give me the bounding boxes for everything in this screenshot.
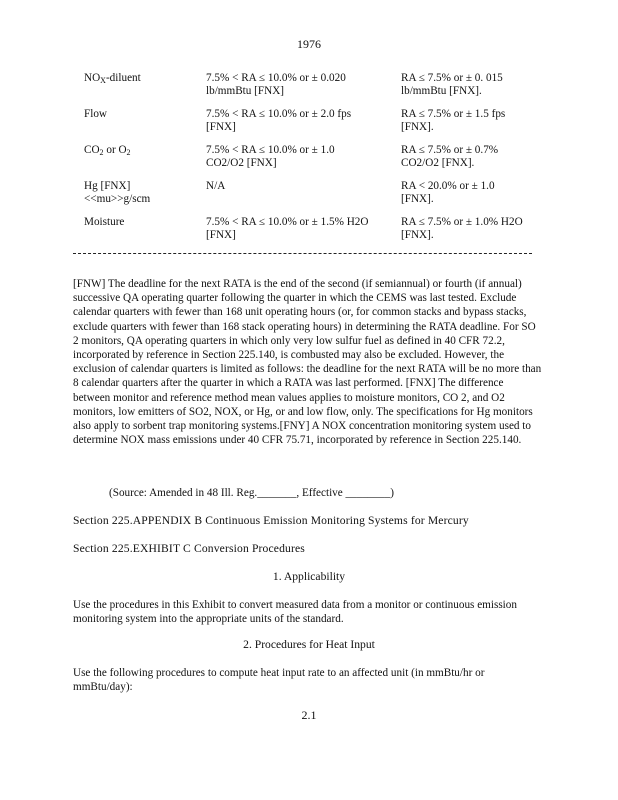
footnote-paragraph: [FNW] The deadline for the next RATA is the end of the second (if semiannual) or fourth (if annual) successive QA operating quarter following the quarter in which the CEMS was last tested. Exclude calendar quarters with fewer than 168 unit operating hours (or, for common stacks and bypass stacks, exclude quarters with fewer than 168 stack operating hours) in determining the RATA deadline. For SO 2 monitors, QA operating quarters in which only very low sulfur fuel as defined in 40 CFR 72.2, incorporated by reference in Section 225.140, is combusted may also be excluded. However, the exclusion of calendar quarters is limited as follows: the deadline for the next RATA will be no more than 8 calendar quarters after the quarter in which a RATA was last performed. [FNX] The difference between monitor and reference method mean values applies to moisture monitors, CO 2, and O2 monitors, low emitters of SO2, NOX, or Hg, or and low flow, only. The specifications for Hg monitors also apply to sorbent trap monitoring systems.[FNY] A NOX concentration monitoring system used to determine NOX mass emissions under 40 CFR 75.71, incorporated by reference in Section 225.140. — [73, 278, 542, 447]
spec-cell: 7.5% < RA ≤ 10.0% or ± 2.0 fps [FNX] — [206, 108, 352, 133]
dashed-divider — [73, 253, 532, 254]
spec-cell: 7.5% < RA ≤ 10.0% or ± 1.0 CO2/O2 [FNX] — [206, 144, 335, 169]
table-row — [84, 144, 551, 180]
source-line: (Source: Amended in 48 Ill. Reg._______, Effective ________) — [109, 487, 395, 499]
exhibit-heading: Section 225.EXHIBIT C Conversion Procedures — [73, 542, 305, 555]
table-row — [84, 216, 551, 252]
spec-cell: N/A — [206, 180, 226, 192]
section-applicability-title: 1. Applicability — [272, 570, 346, 583]
pollutant-cell: Flow — [84, 108, 108, 120]
rata-table — [84, 72, 551, 252]
section-heat-input-text: Use the following procedures to compute heat input rate to an affected unit (in mmBtu/hr or mmBtu/day): — [73, 667, 485, 694]
spec-cell: 7.5% < RA ≤ 10.0% or ± 1.5% H2O [FNX] — [206, 216, 369, 241]
pollutant-cell: Moisture — [84, 216, 125, 228]
page-number: 1976 — [297, 37, 321, 51]
appendix-heading: Section 225.APPENDIX B Continuous Emission Monitoring Systems for Mercury — [73, 514, 469, 527]
alt-spec-cell: RA ≤ 7.5% or ± 0. 015 lb/mmBtu [FNX]. — [401, 72, 503, 97]
section-heat-input-title: 2. Procedures for Heat Input — [243, 638, 375, 651]
pollutant-cell: $NO_X$-diluent — [84, 72, 141, 85]
table-row — [84, 72, 551, 108]
table-row — [84, 180, 551, 216]
footer-number: 2.1 — [301, 708, 317, 722]
section-applicability-text: Use the procedures in this Exhibit to convert measured data from a monitor or continuous emission monitoring system into the appropriate units of the standard. — [73, 599, 517, 626]
pollutant-cell: $CO_2$ or $O_2$ — [84, 144, 131, 157]
pollutant-cell: Hg [FNX] <<mu>>g/scm — [84, 180, 151, 205]
alt-spec-cell: RA ≤ 7.5% or ± 0.7% CO2/O2 [FNX]. — [401, 144, 499, 169]
spec-cell: 7.5% < RA ≤ 10.0% or ± 0.020 lb/mmBtu [FNX] — [206, 72, 346, 97]
alt-spec-cell: RA < 20.0% or ± 1.0 [FNX]. — [401, 180, 495, 205]
alt-spec-cell: RA ≤ 7.5% or ± 1.5 fps [FNX]. — [401, 108, 506, 133]
alt-spec-cell: RA ≤ 7.5% or ± 1.0% H2O [FNX]. — [401, 216, 523, 241]
table-row — [84, 108, 551, 144]
